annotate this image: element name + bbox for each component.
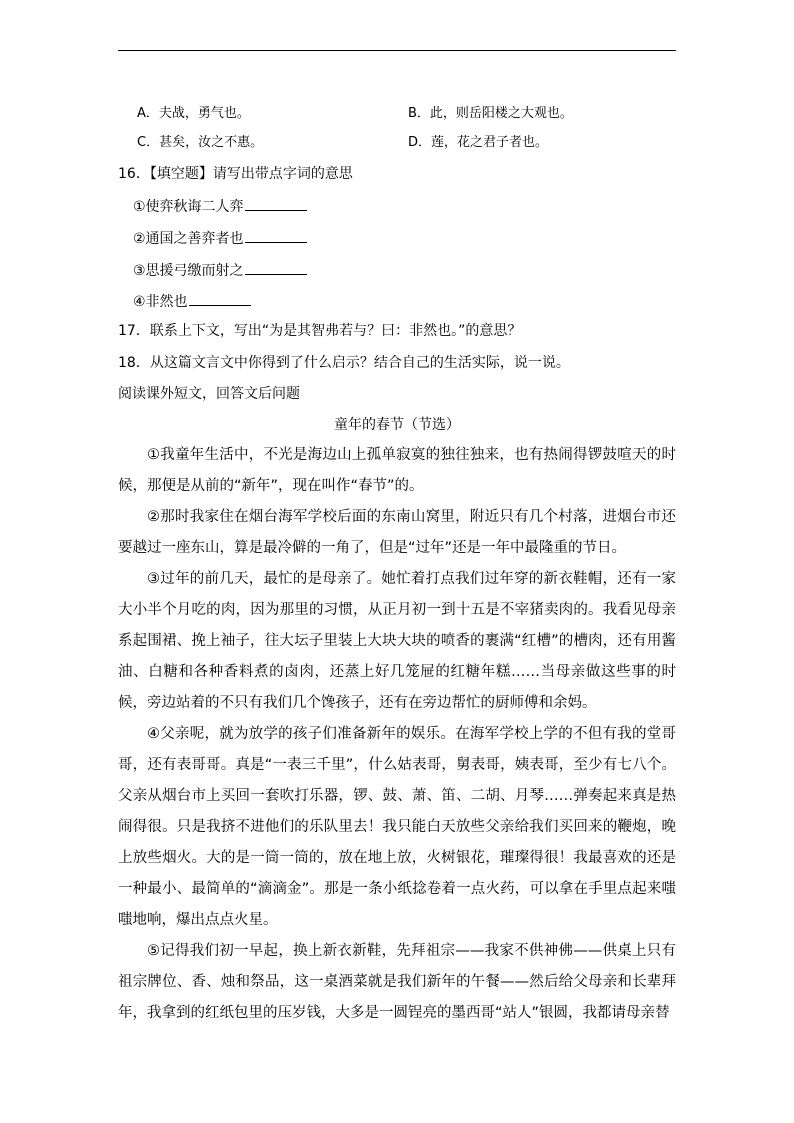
article-paragraph-2: ②那时我家住在烟台海军学校后面的东南山窝里，附近只有几个村落，进烟台市还要越过一座东山，算是最冷僻的一角了，但是“过年”还是一年中最隆重的节日。 [118,509,676,556]
question-16-title: 16．【填空题】请写出带点字词的意思 [118,166,353,182]
answer-blank[interactable] [245,260,307,275]
reading-intro: 阅读课外短文，回答文后问题 [118,386,300,402]
option-d: D．莲，花之君子者也。 [408,135,549,150]
header-rule [118,50,676,51]
article-paragraph-5: ⑤记得我们初一早起，换上新衣新鞋，先拜祖宗——我家不供神佛——供桌上只有祖宗牌位、香、烛和祭品，这一桌酒菜就是我们新年的午餐——然后给父母亲和长辈拜年，我拿到的红纸包里的压岁钱，大多是一圆锃亮的墨西哥“站人”银圆，我都请母亲替 [118,943,676,1021]
question-16-item-2 [133,228,307,249]
question-16-item-4 [133,291,251,312]
question-18: 18．从这篇文言文中你得到了什么启示？结合自己的生活实际，说一说。 [118,355,570,371]
article-paragraph-1: ①我童年生活中，不光是海边山上孤单寂寞的独往独来，也有热闹得锣鼓喧天的时候，那便是从前的“新年”，现在叫作“春节”的。 [118,447,676,494]
question-16-item-3 [133,260,307,281]
question-16-item-1 [133,196,307,217]
answer-blank[interactable] [245,228,307,243]
item-text: ②通国之善弈者也 [133,231,244,247]
answer-blank[interactable] [189,291,251,306]
option-c: C．甚矣，汝之不惠。 [137,135,264,150]
item-text: ①使弈秋诲二人弈 [133,199,244,215]
option-a: A．夫战，勇气也。 [137,106,250,121]
article-paragraph-4: ④父亲呢，就为放学的孩子们准备新年的娱乐。在海军学校上学的不但有我的堂哥哥，还有表哥哥。真是“一表三千里”，什么姑表哥，舅表哥，姨表哥，至少有七八个。父亲从烟台市上买回一套吹打乐器，锣、鼓、萧、笛、二胡、月琴……弹奏起来真是热闹得很。只是我挤不进他们的乐队里去！我只能白天放些父亲给我们买回来的鞭炮，晚上放些烟火。大的是一筒一筒的，放在地上放，火树银花，璀璨得很！我最喜欢的还是一种最小、最简单的“滴滴金”。那是一条小纸捻卷着一点火药，可以拿在手里点起来嗤嗤地响，爆出点点火星。 [118,726,676,928]
item-text: ③思援弓缴而射之 [133,263,244,279]
question-17: 17．联系上下文，写出“为是其智弗若与？曰：非然也。”的意思？ [118,323,522,339]
option-b: B．此，则岳阳楼之大观也。 [408,106,573,121]
article-paragraph-3: ③过年的前几天，最忙的是母亲了。她忙着打点我们过年穿的新衣鞋帽，还有一家大小半个月吃的肉，因为那里的习惯，从正月初一到十五是不宰猪卖肉的。我看见母亲系起围裙、挽上袖子，往大坛子里装上大块大块的喷香的裹满“红槽”的槽肉，还有用酱油、白糖和各种香料煮的卤肉，还蒸上好几笼屉的红糖年糕……当母亲做这些事的时候，旁边站着的不只有我们几个馋孩子，还有在旁边帮忙的厨师傅和余妈。 [118,571,676,711]
article-title: 童年的春节（节选） [334,417,460,433]
item-text: ④非然也 [133,294,188,310]
answer-blank[interactable] [245,196,307,211]
article-body [118,440,676,1029]
